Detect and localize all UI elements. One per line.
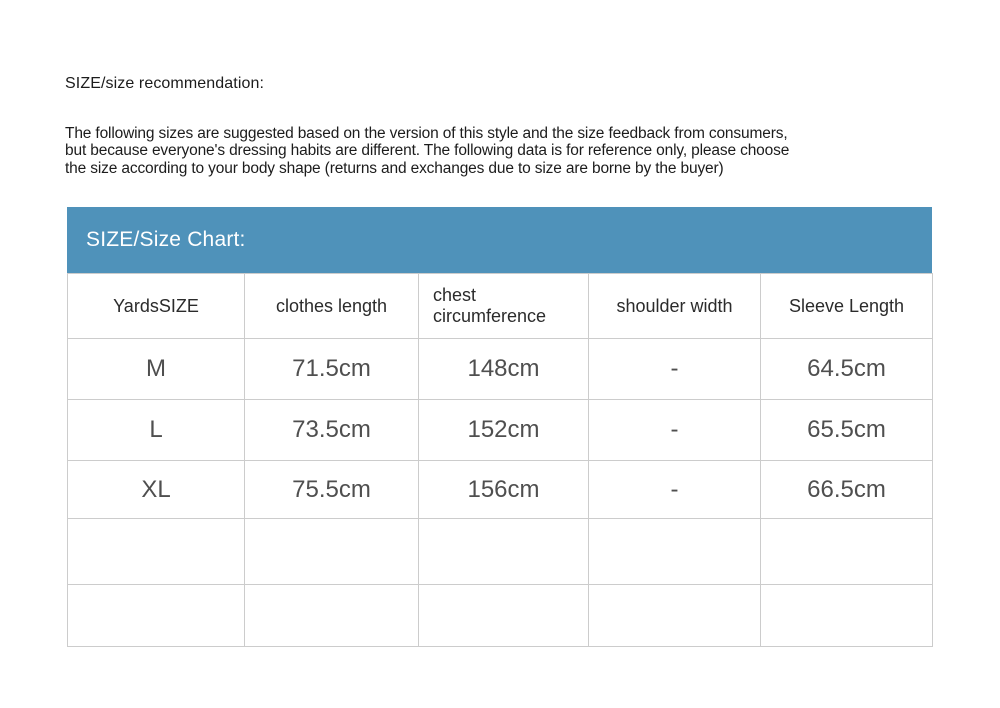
- size-chart-banner-label: SIZE/Size Chart:: [86, 228, 246, 251]
- table-cell: 156cm: [419, 461, 589, 519]
- table-cell: [245, 585, 419, 647]
- column-header: Sleeve Length: [761, 274, 933, 339]
- table-cell: XL: [68, 461, 245, 519]
- table-cell: M: [68, 339, 245, 400]
- table-cell: [68, 585, 245, 647]
- table-cell: [761, 585, 933, 647]
- table-cell: 65.5cm: [761, 400, 933, 461]
- table-cell: [68, 519, 245, 585]
- column-header: shoulder width: [589, 274, 761, 339]
- table-cell: -: [589, 339, 761, 400]
- column-header: YardsSIZE: [68, 274, 245, 339]
- page-title: SIZE/size recommendation:: [65, 75, 265, 92]
- table-cell: -: [589, 461, 761, 519]
- table-cell: [589, 585, 761, 647]
- table-row: [68, 519, 933, 585]
- table-cell: L: [68, 400, 245, 461]
- table-cell: 75.5cm: [245, 461, 419, 519]
- table-cell: -: [589, 400, 761, 461]
- disclaimer-line-1: The following sizes are suggested based on the version of this style and the size feedback from consumers,: [65, 125, 788, 142]
- table-row: [68, 339, 933, 400]
- disclaimer-line-3: the size according to your body shape (returns and exchanges due to size are borne by the buyer): [65, 159, 724, 177]
- size-disclaimer-paragraph: [65, 125, 945, 177]
- size-table-body: [68, 339, 933, 647]
- size-table: [67, 273, 933, 647]
- disclaimer-line-2: but because everyone's dressing habits are different. The following data is for reference only, please choose: [65, 142, 790, 160]
- table-cell: 152cm: [419, 400, 589, 461]
- table-cell: 71.5cm: [245, 339, 419, 400]
- column-header: clothes length: [245, 274, 419, 339]
- table-cell: [245, 519, 419, 585]
- table-cell: [761, 519, 933, 585]
- table-cell: 66.5cm: [761, 461, 933, 519]
- table-row: [68, 585, 933, 647]
- table-cell: 148cm: [419, 339, 589, 400]
- table-row: [68, 400, 933, 461]
- table-row: [68, 461, 933, 519]
- table-cell: 64.5cm: [761, 339, 933, 400]
- table-cell: [419, 519, 589, 585]
- size-chart-banner: [67, 207, 932, 273]
- table-cell: 73.5cm: [245, 400, 419, 461]
- column-header: chest circumference: [419, 274, 589, 339]
- table-cell: [589, 519, 761, 585]
- table-header-row: [68, 274, 933, 339]
- table-cell: [419, 585, 589, 647]
